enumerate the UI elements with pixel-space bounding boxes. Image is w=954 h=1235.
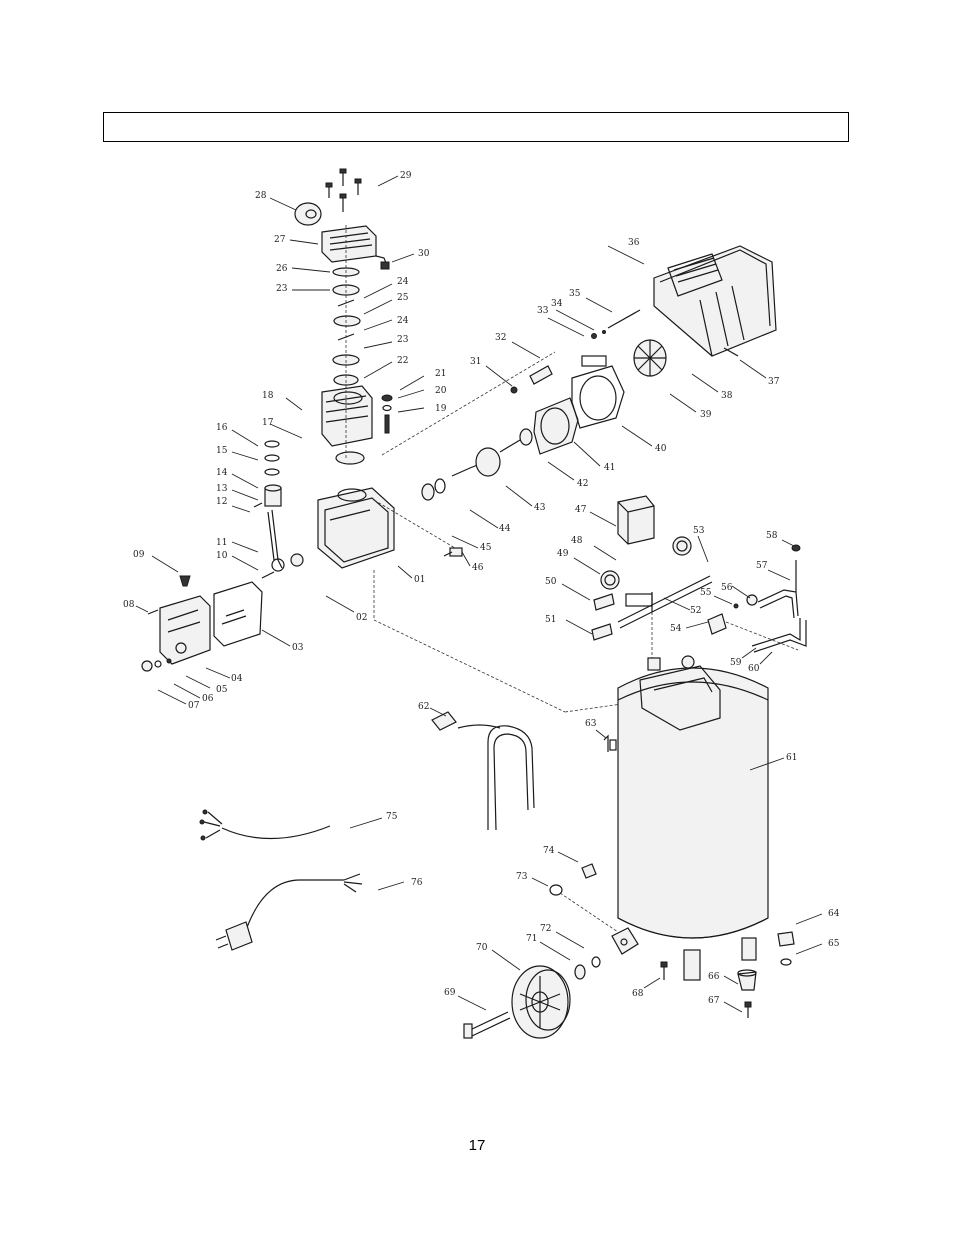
part-label: 22 bbox=[397, 356, 409, 366]
part-label: 50 bbox=[545, 577, 557, 587]
part-label: 33 bbox=[537, 306, 549, 316]
part-label: 48 bbox=[571, 536, 583, 546]
part-label: 44 bbox=[499, 524, 511, 534]
part-label: 49 bbox=[557, 549, 569, 559]
control-assembly bbox=[592, 496, 806, 660]
part-label: 03 bbox=[292, 643, 304, 653]
part-label: 39 bbox=[700, 410, 712, 420]
part-label: 05 bbox=[216, 685, 228, 695]
crankcase-assembly bbox=[142, 441, 462, 671]
part-label: 45 bbox=[480, 543, 492, 553]
page-number: 17 bbox=[468, 1137, 486, 1154]
part-label: 43 bbox=[534, 503, 546, 513]
part-label: 71 bbox=[526, 934, 538, 944]
part-label: 36 bbox=[628, 238, 640, 248]
part-label: 69 bbox=[444, 988, 456, 998]
part-label: 30 bbox=[418, 249, 430, 259]
part-label: 53 bbox=[693, 526, 705, 536]
part-label: 74 bbox=[543, 846, 555, 856]
part-label: 16 bbox=[216, 423, 228, 433]
part-label: 62 bbox=[418, 702, 430, 712]
part-label: 51 bbox=[545, 615, 557, 625]
part-label: 19 bbox=[435, 404, 447, 414]
part-label: 08 bbox=[123, 600, 135, 610]
part-label: 04 bbox=[231, 674, 243, 684]
part-label: 29 bbox=[400, 171, 412, 181]
part-label: 18 bbox=[262, 391, 274, 401]
part-label: 57 bbox=[756, 561, 768, 571]
part-label: 63 bbox=[585, 719, 597, 729]
part-label: 67 bbox=[708, 996, 720, 1006]
part-label: 17 bbox=[262, 418, 274, 428]
part-label: 60 bbox=[748, 664, 760, 674]
part-label: 72 bbox=[540, 924, 552, 934]
part-label: 47 bbox=[575, 505, 587, 515]
part-label: 23 bbox=[276, 284, 288, 294]
part-label: 15 bbox=[216, 446, 228, 456]
part-label: 12 bbox=[216, 497, 228, 507]
part-label: 38 bbox=[721, 391, 733, 401]
accessories bbox=[200, 712, 618, 1038]
part-label: 59 bbox=[730, 658, 742, 668]
part-label: 28 bbox=[255, 191, 267, 201]
part-label: 07 bbox=[188, 701, 200, 711]
part-label: 73 bbox=[516, 872, 528, 882]
part-label: 24 bbox=[397, 277, 409, 287]
part-label: 06 bbox=[202, 694, 214, 704]
part-label: 70 bbox=[476, 943, 488, 953]
air-tank bbox=[374, 570, 794, 1018]
part-label: 42 bbox=[577, 479, 589, 489]
part-label: 61 bbox=[786, 753, 798, 763]
part-label: 26 bbox=[276, 264, 288, 274]
part-label: 46 bbox=[472, 563, 484, 573]
part-label: 64 bbox=[828, 909, 840, 919]
part-label: 01 bbox=[414, 575, 426, 585]
part-label: 27 bbox=[274, 235, 286, 245]
part-label: 66 bbox=[708, 972, 720, 982]
part-label: 14 bbox=[216, 468, 228, 478]
part-label: 40 bbox=[655, 444, 667, 454]
part-label: 65 bbox=[828, 939, 840, 949]
part-label: 32 bbox=[495, 333, 507, 343]
part-label: 35 bbox=[569, 289, 581, 299]
part-label: 13 bbox=[216, 484, 228, 494]
part-label: 55 bbox=[700, 588, 712, 598]
part-label: 58 bbox=[766, 531, 778, 541]
part-label: 21 bbox=[435, 369, 447, 379]
part-label: 56 bbox=[721, 583, 733, 593]
part-label: 23 bbox=[397, 335, 409, 345]
part-label: 37 bbox=[768, 377, 780, 387]
part-label: 75 bbox=[386, 812, 398, 822]
part-label: 41 bbox=[604, 463, 616, 473]
part-label: 25 bbox=[397, 293, 409, 303]
part-label: 31 bbox=[470, 357, 482, 367]
part-label: 34 bbox=[551, 299, 563, 309]
part-label: 68 bbox=[632, 989, 644, 999]
part-label: 54 bbox=[670, 624, 682, 634]
pump-head-assembly bbox=[295, 169, 392, 464]
part-label: 10 bbox=[216, 551, 228, 561]
part-label: 09 bbox=[133, 550, 145, 560]
part-label: 20 bbox=[435, 386, 447, 396]
part-label: 24 bbox=[397, 316, 409, 326]
part-label: 02 bbox=[356, 613, 368, 623]
part-label: 52 bbox=[690, 606, 702, 616]
part-label: 76 bbox=[411, 878, 423, 888]
part-label: 11 bbox=[216, 538, 228, 548]
